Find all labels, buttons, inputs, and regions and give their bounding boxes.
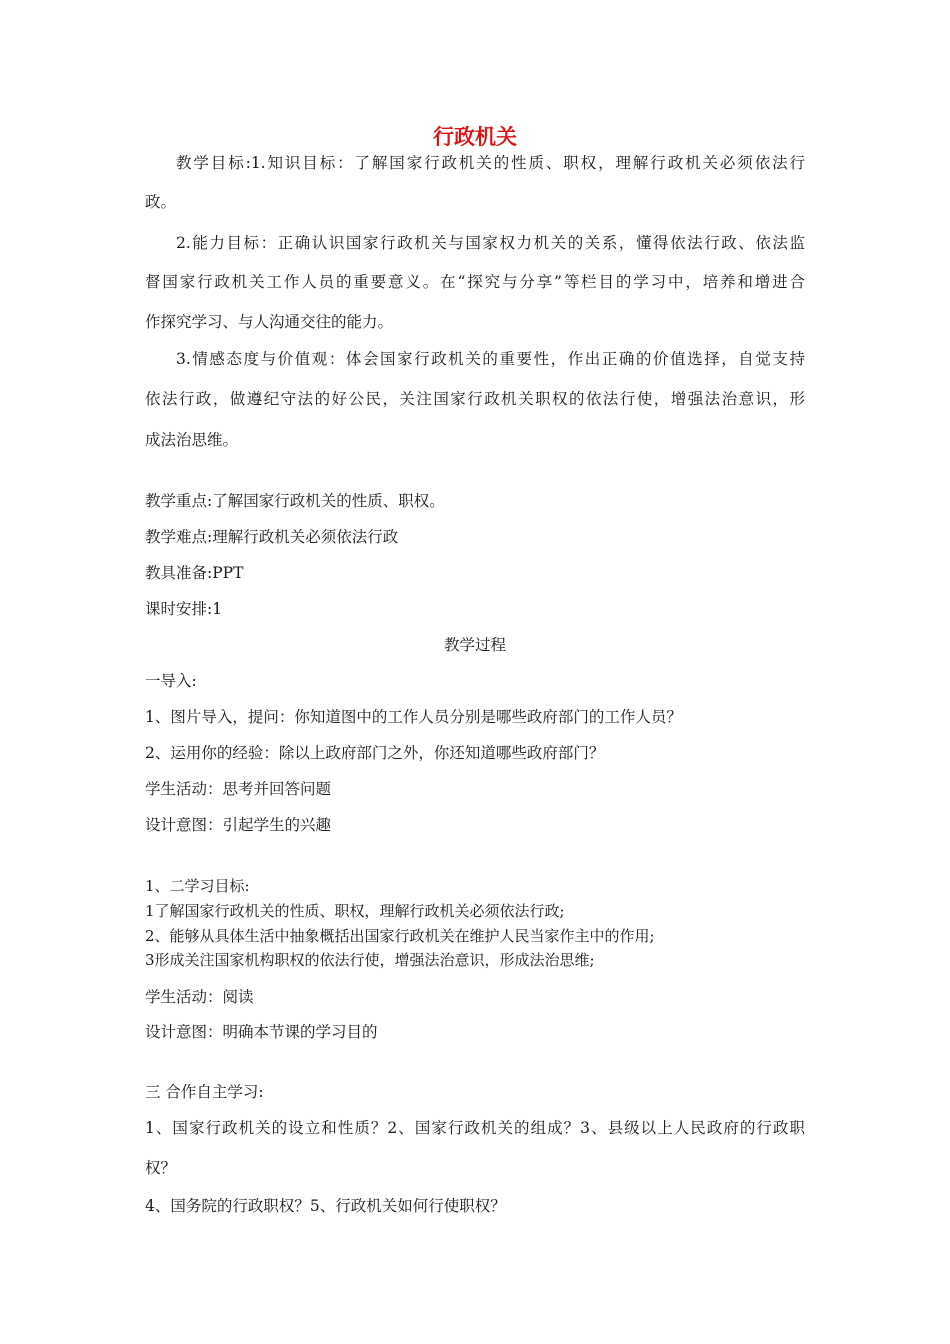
process-heading: 教学过程 bbox=[443, 636, 506, 654]
objective-value-line1: 3.情感态度与价值观：体会国家行政机关的重要性，作出正确的价值选择，自觉支持 bbox=[176, 350, 805, 368]
objective-value-line3: 成法治思维。 bbox=[145, 431, 239, 449]
teaching-key-point: 教学重点:了解国家行政机关的性质、职权。 bbox=[145, 492, 445, 510]
intro-design-intent: 设计意图：引起学生的兴趣 bbox=[145, 816, 332, 834]
intro-heading: 一导入: bbox=[145, 672, 197, 690]
intro-student-activity: 学生活动：思考并回答问题 bbox=[145, 780, 332, 798]
objective-knowledge-line2: 政。 bbox=[145, 193, 177, 211]
class-hours: 课时安排:1 bbox=[145, 600, 223, 618]
goal-3: 3形成关注国家机构职权的依法行使，增强法治意识，形成法治思维; bbox=[145, 951, 595, 969]
intro-question-2: 2、运用你的经验：除以上政府部门之外，你还知道哪些政府部门？ bbox=[145, 744, 605, 762]
cooperative-questions-line2: 权？ bbox=[145, 1159, 177, 1177]
cooperative-questions-line3: 4、国务院的行政职权？5、行政机关如何行使职权？ bbox=[145, 1197, 506, 1215]
teaching-difficulty: 教学难点:理解行政机关必须依法行政 bbox=[145, 528, 399, 546]
objective-ability-line3: 作探究学习、与人沟通交往的能力。 bbox=[145, 313, 394, 331]
intro-question-1: 1、图片导入，提问：你知道图中的工作人员分别是哪些政府部门的工作人员？ bbox=[145, 708, 682, 726]
goal-2: 2、能够从具体生活中抽象概括出国家行政机关在维护人民当家作主中的作用; bbox=[145, 927, 655, 945]
document-title: 行政机关 bbox=[433, 125, 517, 149]
objective-value-line2: 依法行政，做遵纪守法的好公民，关注国家行政机关职权的依法行使，增强法治意识，形 bbox=[145, 390, 805, 408]
objective-knowledge-line1: 教学目标:1.知识目标：了解国家行政机关的性质、职权，理解行政机关必须依法行 bbox=[176, 154, 805, 172]
goal-1: 1了解国家行政机关的性质、职权，理解行政机关必须依法行政; bbox=[145, 902, 565, 920]
cooperative-heading: 三 合作自主学习: bbox=[145, 1083, 264, 1101]
goals-design-intent: 设计意图：明确本节课的学习目的 bbox=[145, 1023, 378, 1041]
goals-student-activity: 学生活动：阅读 bbox=[145, 988, 254, 1006]
objective-ability-line2: 督国家行政机关工作人员的重要意义。在“探究与分享”等栏目的学习中，培养和增进合 bbox=[145, 273, 805, 291]
teaching-tools: 教具准备:PPT bbox=[145, 564, 244, 582]
goals-heading: 1、二学习目标: bbox=[145, 877, 250, 895]
objective-ability-line1: 2.能力目标：正确认识国家行政机关与国家权力机关的关系，懂得依法行政、依法监 bbox=[176, 234, 805, 252]
cooperative-questions-line1: 1、国家行政机关的设立和性质？2、国家行政机关的组成？3、县级以上人民政府的行政职 bbox=[145, 1119, 805, 1137]
